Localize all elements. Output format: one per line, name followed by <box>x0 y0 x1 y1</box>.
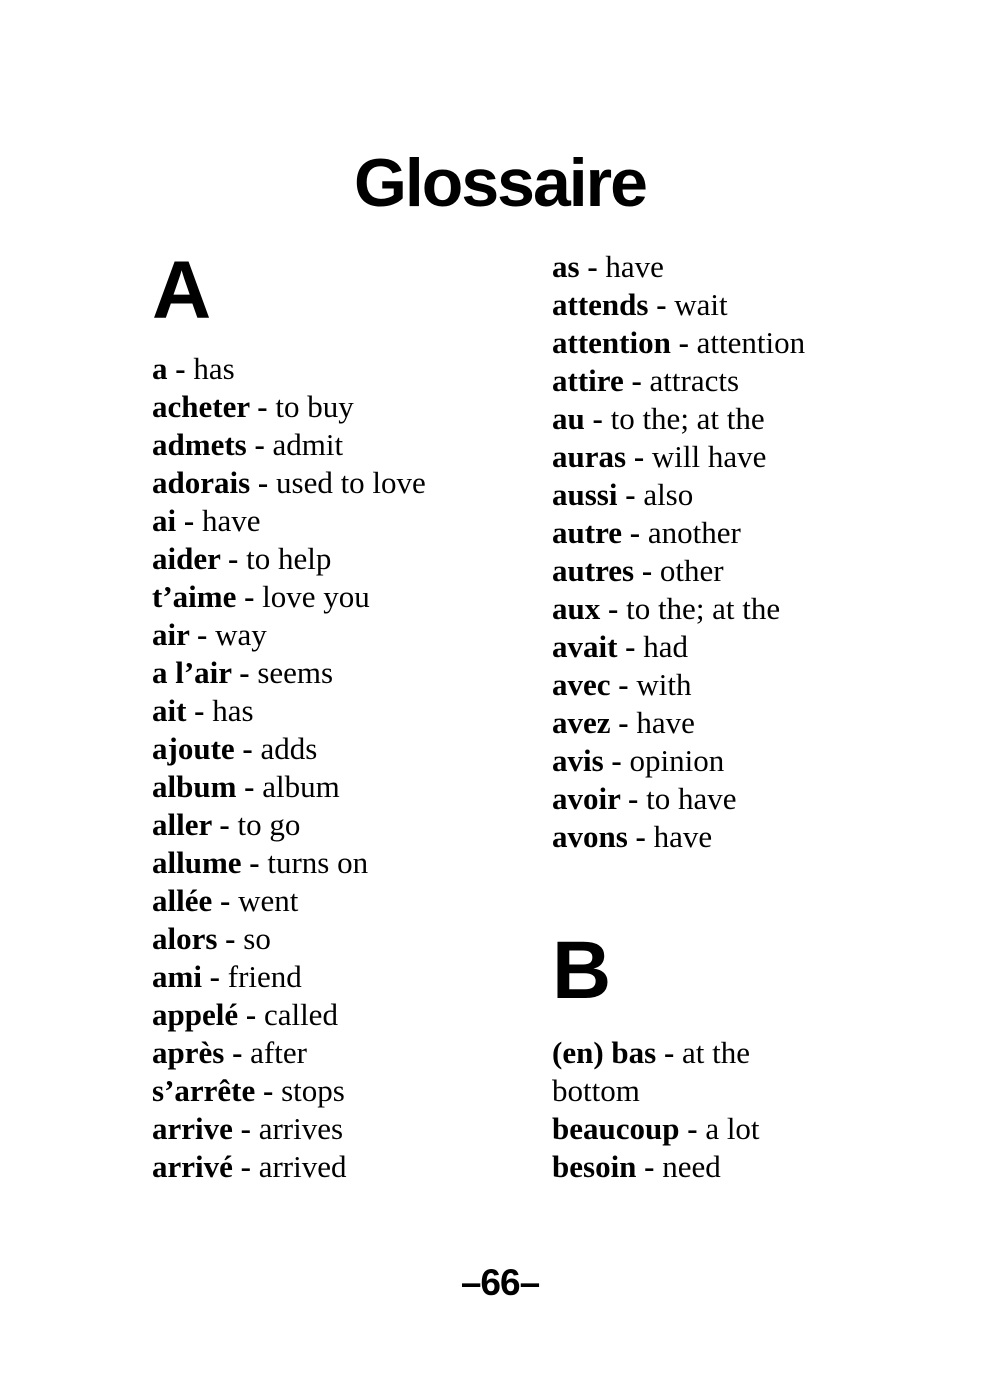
entry-definition: to have <box>646 781 737 816</box>
glossary-entry <box>552 590 837 628</box>
entry-definition: attention <box>696 325 806 360</box>
entry-definition: love you <box>262 579 370 614</box>
entries-a-right <box>552 248 837 856</box>
glossary-entry <box>552 818 837 856</box>
glossary-entry <box>152 540 442 578</box>
entry-definition: adds <box>260 731 318 766</box>
glossary-entry <box>152 806 442 844</box>
entry-term: avis - <box>552 743 630 778</box>
entry-definition: has <box>212 693 254 728</box>
entry-definition: other <box>659 553 724 588</box>
glossary-entry <box>152 1148 442 1186</box>
entry-definition: another <box>647 515 741 550</box>
entry-definition: way <box>215 617 267 652</box>
entry-definition: at the bottom <box>552 1035 751 1108</box>
glossary-entry <box>552 780 837 818</box>
glossary-entry <box>152 958 442 996</box>
entry-definition: to help <box>246 541 332 576</box>
glossary-entry <box>552 324 837 362</box>
entry-term: aux - <box>552 591 627 626</box>
entry-definition: have <box>605 249 664 284</box>
section-letter-b: B <box>552 925 610 1016</box>
entry-term: au - <box>552 401 611 436</box>
entry-definition: so <box>243 921 271 956</box>
entry-definition: admit <box>272 427 344 462</box>
entry-definition: attracts <box>649 363 740 398</box>
entry-term: ajoute - <box>152 731 261 766</box>
glossary-entry <box>552 1034 837 1110</box>
entry-definition: called <box>263 997 338 1032</box>
glossary-entry <box>552 514 837 552</box>
entry-term: ait - <box>152 693 213 728</box>
entry-term: attends - <box>552 287 675 322</box>
entry-definition: have <box>636 705 695 740</box>
glossary-entry <box>552 286 837 324</box>
column-right <box>552 248 837 1186</box>
entry-definition: after <box>250 1035 307 1070</box>
entry-definition: has <box>193 351 235 386</box>
entry-definition: arrived <box>258 1149 347 1184</box>
entry-definition: also <box>643 477 694 512</box>
entry-definition: have <box>653 819 713 854</box>
entry-definition: friend <box>227 959 302 994</box>
glossary-entry <box>552 476 837 514</box>
glossary-entry <box>152 996 442 1034</box>
entry-term: autre - <box>552 515 648 550</box>
entry-term: après - <box>152 1035 251 1070</box>
glossary-entry <box>152 1034 442 1072</box>
column-left <box>152 245 442 1186</box>
section-letter-a: A <box>152 245 210 336</box>
page-number: –66– <box>460 1262 540 1303</box>
entry-definition: used to love <box>276 465 426 500</box>
entry-term: s’arrête - <box>152 1073 282 1108</box>
entries-a-left <box>152 350 442 1186</box>
entry-term: album - <box>152 769 263 804</box>
glossary-entry <box>552 666 837 704</box>
entry-definition: to buy <box>275 389 354 424</box>
entry-definition: to the; at the <box>626 591 781 626</box>
glossary-entry <box>552 1110 837 1148</box>
glossary-entry <box>552 400 837 438</box>
entry-term: aussi - <box>552 477 644 512</box>
entry-term: besoin - <box>552 1149 663 1184</box>
glossary-entry <box>152 616 442 654</box>
glossary-entry <box>152 350 442 388</box>
entry-definition: a lot <box>705 1111 760 1146</box>
entry-definition: seems <box>257 655 334 690</box>
entry-definition: stops <box>281 1073 345 1108</box>
entry-term: auras - <box>552 439 652 474</box>
glossary-entry <box>552 248 837 286</box>
glossary-entry <box>552 742 837 780</box>
glossary-entry <box>152 388 442 426</box>
glossary-entry <box>152 502 442 540</box>
entry-term: allée - <box>152 883 239 918</box>
entry-definition: have <box>201 503 261 538</box>
glossary-entry <box>152 882 442 920</box>
entry-definition: wait <box>674 287 728 322</box>
glossary-entry <box>152 654 442 692</box>
entry-term: as - <box>552 249 606 284</box>
entry-term: avoir - <box>552 781 647 816</box>
entry-term: attire - <box>552 363 650 398</box>
entry-term: acheter - <box>152 389 276 424</box>
entry-definition: had <box>643 629 689 664</box>
entry-term: ami - <box>152 959 228 994</box>
entry-term: alors - <box>152 921 244 956</box>
glossary-entry <box>552 704 837 742</box>
entry-term: avec - <box>552 667 637 702</box>
glossary-entry <box>152 426 442 464</box>
entry-term: ai - <box>152 503 202 538</box>
entry-term: arrivé - <box>152 1149 259 1184</box>
glossary-entry <box>152 844 442 882</box>
glossary-entry <box>152 920 442 958</box>
glossary-entry <box>552 1148 837 1186</box>
entry-term: aider - <box>152 541 247 576</box>
entry-term: beaucoup - <box>552 1111 706 1146</box>
entry-term: appelé - <box>152 997 264 1032</box>
entry-term: allume - <box>152 845 268 880</box>
entry-definition: will have <box>651 439 767 474</box>
entries-b <box>552 1034 837 1186</box>
entry-definition: album <box>262 769 340 804</box>
glossary-entry <box>152 578 442 616</box>
entry-definition: turns on <box>267 845 369 880</box>
entry-term: a - <box>152 351 194 386</box>
glossary-entry <box>552 438 837 476</box>
glossary-entry <box>152 730 442 768</box>
entry-term: autres - <box>552 553 660 588</box>
entry-term: aller - <box>152 807 238 842</box>
entry-term: admets - <box>152 427 273 462</box>
entry-definition: need <box>662 1149 721 1184</box>
entry-term: avait - <box>552 629 644 664</box>
glossary-entry <box>152 1072 442 1110</box>
glossary-entry <box>552 628 837 666</box>
entry-definition: arrives <box>258 1111 344 1146</box>
entry-definition: with <box>636 667 692 702</box>
entry-term: (en) bas - <box>552 1035 683 1070</box>
entry-definition: to go <box>237 807 301 842</box>
page-title: Glossaire <box>354 145 646 221</box>
entry-definition: opinion <box>629 743 725 778</box>
glossary-entry <box>552 362 837 400</box>
entry-term: a l’air - <box>152 655 258 690</box>
glossary-entry <box>152 1110 442 1148</box>
entry-term: t’aime - <box>152 579 263 614</box>
entry-term: avons - <box>552 819 654 854</box>
glossary-entry <box>152 464 442 502</box>
entry-term: air - <box>152 617 216 652</box>
entry-definition: went <box>238 883 299 918</box>
entry-term: attention - <box>552 325 697 360</box>
entry-term: avez - <box>552 705 637 740</box>
entry-term: arrive - <box>152 1111 259 1146</box>
entry-definition: to the; at the <box>610 401 765 436</box>
glossary-entry <box>552 552 837 590</box>
glossary-entry <box>152 768 442 806</box>
entry-term: adorais - <box>152 465 276 500</box>
glossary-entry <box>152 692 442 730</box>
